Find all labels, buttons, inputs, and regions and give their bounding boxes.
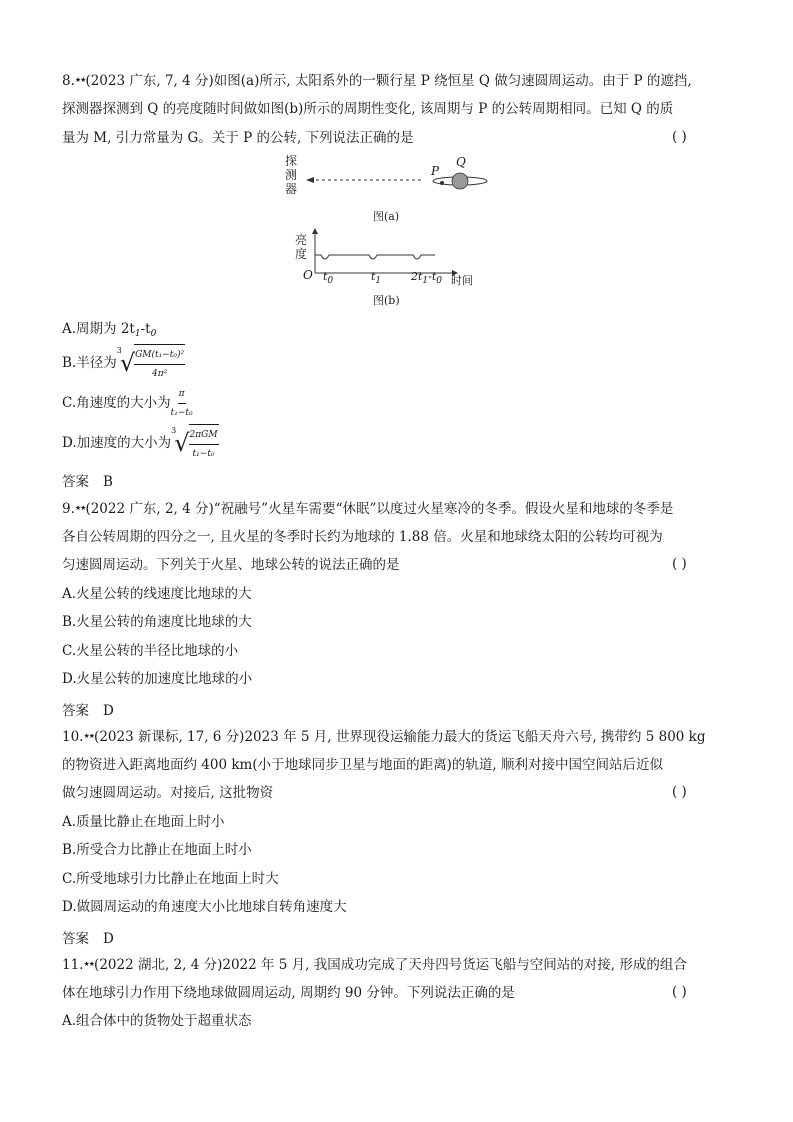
q11-line1: 11.★★(2022 湖北, 2, 4 分)2022 年 5 月, 我国成功完成了天舟四号货运飞船与空间站的对接, 形成的组合: [62, 957, 687, 973]
difficulty-stars: ★★: [83, 960, 95, 968]
q8-option-b: B.半径为 3 √ $\frac{\text{GM(t₁−t₀)²}}{\text{4π²}}$: [62, 348, 185, 378]
q-label: Q: [456, 155, 466, 169]
q8-line2: 探测器探测到 Q 的亮度随时间做如图(b)所示的周期性变化, 该周期与 P 的公转周期相同。已知 Q 的质: [62, 101, 674, 117]
difficulty-stars: ★★: [74, 76, 86, 84]
q11-option-a: A.组合体中的货物处于超重状态: [62, 1013, 252, 1029]
q11-line2: 体在地球引力作用下绕地球做圆周运动, 周期约 90 分钟。下列说法正确的是: [62, 985, 515, 1001]
p-label: P: [431, 164, 440, 178]
difficulty-stars: ★★: [74, 504, 86, 512]
q10-option-d: D.做圆周运动的角速度大小比地球自转角速度大: [62, 899, 347, 915]
q9-line1: 9.★★(2022 广东, 2, 4 分)“祝融号”火星车需要“休眠”以度过火星寒冷的冬季。假设火星和地球的冬季是: [62, 501, 674, 517]
q11-answer-bracket: ( ): [672, 984, 687, 1000]
q8-number: 8.: [62, 73, 75, 89]
q11-number: 11.: [62, 957, 84, 973]
star-q: [452, 173, 468, 189]
t1-label: $t_1$: [371, 270, 382, 286]
q10-option-c: C.所受地球引力比静止在地面上时大: [62, 871, 279, 887]
planet-p: [440, 181, 444, 185]
figure-a-caption: 图(a): [373, 210, 400, 223]
t0-label: $t_0$: [323, 270, 334, 286]
q10-option-b: B.所受合力比静止在地面上时小: [62, 842, 252, 858]
q8-option-c: C.角速度的大小为 $\frac{\pi}{\text{t₁−t₀}}$: [62, 390, 193, 416]
arrow-head-icon: [306, 177, 314, 183]
figure-b: [285, 228, 485, 288]
q9-line2: 各自公转周期的四分之一, 且火星的冬季时长约为地球的 1.88 倍。火星和地球绕太阳的公转均可视为: [62, 529, 663, 545]
brightness-graph: [285, 228, 485, 278]
q10-answer-bracket: ( ): [672, 784, 687, 800]
q9-number: 9.: [62, 501, 75, 517]
q8-line1: 8.★★(2023 广东, 7, 4 分)如图(a)所示, 太阳系外的一颗行星 P 绕恒星 Q 做匀速圆周运动。由于 P 的遮挡,: [62, 73, 692, 89]
q9-option-a: A.火星公转的线速度比地球的大: [62, 586, 252, 602]
q9-option-d: D.火星公转的加速度比地球的小: [62, 671, 253, 687]
figure-b-caption: 图(b): [373, 294, 400, 307]
q9-option-b: B.火星公转的角速度比地球的大: [62, 614, 252, 630]
q10-option-a: A.质量比静止在地面上时小: [62, 814, 225, 830]
q9-answer: 答案 D: [62, 703, 114, 719]
q9-option-c: C.火星公转的半径比地球的小: [62, 643, 239, 659]
difficulty-stars: ★★: [83, 732, 95, 740]
q8-line3: 量为 M, 引力常量为 G。关于 P 的公转, 下列说法正确的是: [62, 130, 414, 146]
origin-label: O: [303, 268, 313, 282]
q10-line2: 的物资进入距离地面约 400 km(小于地球同步卫星与地面的距离)的轨道, 顺利对接中国空间站后近似: [62, 757, 663, 773]
q10-number: 10.: [62, 729, 84, 745]
q8-answer: 答案 B: [62, 474, 113, 490]
q8-answer-bracket: ( ): [672, 129, 687, 145]
q10-line1: 10.★★(2023 新课标, 17, 6 分)2023 年 5 月, 世界现役运输能力最大的货运飞船天舟六号, 携带约 5 800 kg: [62, 729, 706, 745]
brightness-axis-label: 亮 度: [295, 233, 308, 261]
q10-line3: 做匀速圆周运动。对接后, 这批物资: [62, 785, 274, 801]
time-axis-label: 时间: [451, 274, 473, 287]
q9-answer-bracket: ( ): [672, 556, 687, 572]
q8-option-a: A.周期为 $2t_1-t_0$: [62, 321, 157, 339]
q8-option-d: D.加速度的大小为 3 √ $\frac{\text{2πGM}}{\text{t₁−t₀}}$: [62, 428, 219, 458]
y-arrow-icon: [312, 228, 318, 234]
q9-line3: 匀速圆周运动。下列关于火星、地球公转的说法正确的是: [62, 557, 400, 573]
brightness-curve: [315, 255, 435, 259]
q10-answer: 答案 D: [62, 931, 114, 947]
detector-label: 探 测 器: [285, 154, 298, 196]
t2-label: $2t_1-t_0$: [411, 270, 443, 286]
